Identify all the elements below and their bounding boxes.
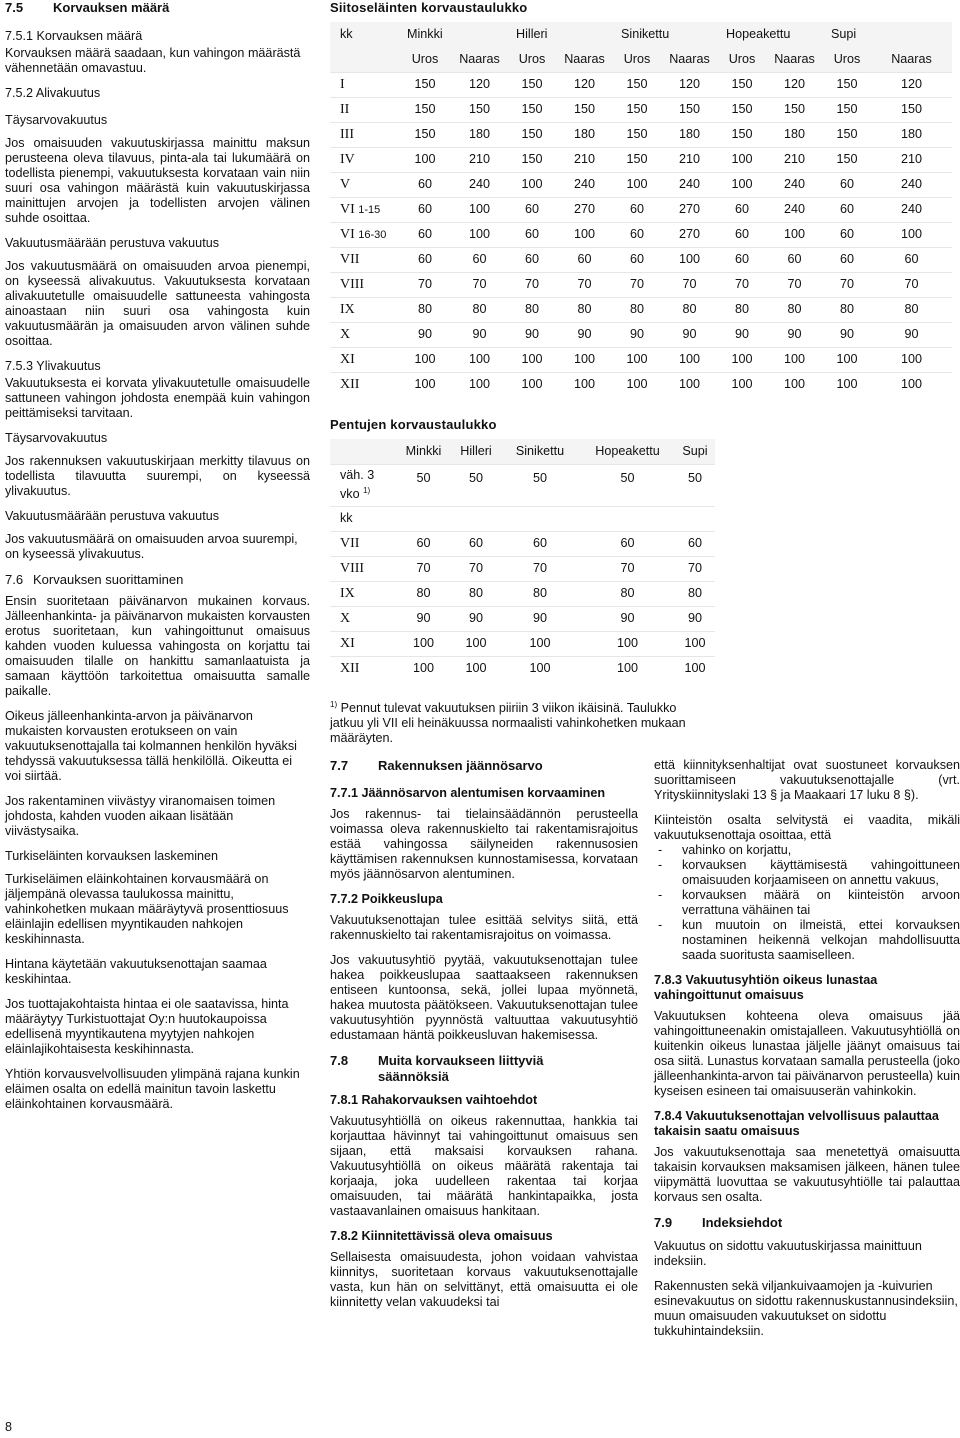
- siitos-value: 120: [766, 72, 823, 97]
- turkis-text-1: Turkiseläimen eläinkohtainen korvausmäärä on jäljempänä olevassa taulukossa mainittu, vahinkohetken mukaan määräytyvä prosenttiosuus eläinlajin edellisen myyntikauden nahkojen keskihinnasta.: [5, 872, 289, 946]
- siitos-value: 100: [508, 172, 556, 197]
- siitos-value: 150: [613, 147, 661, 172]
- siitos-value: 150: [661, 97, 718, 122]
- siitos-sex-header: Uros: [728, 51, 756, 66]
- siitos-value: 70: [871, 272, 952, 297]
- pentu-value: 50: [452, 464, 500, 506]
- pentu-header-spacer: [330, 439, 395, 464]
- siitos-value: 100: [718, 347, 766, 372]
- siitos-table-row: [330, 272, 952, 297]
- siitos-sex-header: Uros: [623, 51, 651, 66]
- siitos-value: 100: [613, 372, 661, 397]
- siitos-value: 150: [399, 72, 451, 97]
- siitos-value: 100: [661, 347, 718, 372]
- section-7-7-2-text-1: Vakuutuksenottajan tulee esittää selvitys siitä, että rakennuskielto tai rakentamisrajoitus on voimassa.: [330, 913, 638, 942]
- pentu-value: 50: [395, 464, 452, 506]
- siitos-value: 100: [823, 372, 871, 397]
- list-item: - kun muutoin on ilmeistä, ettei korvauksen nostaminen heikennä velkojan mahdollisuutta saada suoritusta saamiselleen.: [654, 918, 960, 963]
- pentu-value: 100: [580, 631, 675, 656]
- siitos-table-row: [330, 322, 952, 347]
- section-7-9-heading: 7.9 Indeksiehdot: [654, 1215, 783, 1230]
- turkis-text-2: Hintana käytetään vakuutuksenottajan saamaa keskihintaa.: [5, 957, 267, 986]
- section-7-9-text-1: Vakuutus on sidottu vakuutuskirjassa mainittuun indeksiin.: [654, 1239, 922, 1268]
- pentu-value: 90: [395, 606, 452, 631]
- siitos-value: 60: [718, 222, 766, 247]
- siitos-value: 120: [661, 72, 718, 97]
- siitos-value: 150: [823, 72, 871, 97]
- section-7-7-1-heading: 7.7.1 Jäännösarvon alentumisen korvaaminen: [330, 786, 606, 800]
- day-range-label: 1-15: [358, 203, 381, 216]
- section-7-6-text-3: Jos rakentaminen viivästyy viranomaisen toimen johdosta, kahden vuoden aikaan lisätään viivästysaika.: [5, 794, 276, 838]
- pentu-value: 70: [395, 556, 452, 581]
- siitos-value: 150: [556, 97, 613, 122]
- day-range-label: 16-30: [358, 228, 387, 241]
- siitos-table-row: [330, 172, 952, 197]
- siitos-value: 100: [823, 347, 871, 372]
- pentu-value: 100: [675, 631, 715, 656]
- vakuutusmaara-text-1: Jos vakuutusmäärä on omaisuuden arvoa pienempi, on kyseessä alivakuutus. Vakuutuksesta korvataan alivakuutetulle omaisuudelle sattuneesta vahingosta ainoastaan niin suuri osa vahingosta kuin vakuutusmäärän ja omaisuuden arvon välinen suhde osoittaa.: [5, 259, 310, 348]
- pentu-value: 100: [395, 656, 452, 681]
- siitos-value: 80: [451, 297, 508, 322]
- pentu-animal-header: Sinikettu: [515, 443, 565, 458]
- siitos-value: 180: [661, 122, 718, 147]
- month-label: VI 1-15: [330, 197, 399, 222]
- siitos-value: 80: [399, 297, 451, 322]
- siitos-value: 90: [718, 322, 766, 347]
- siitos-value: 60: [399, 247, 451, 272]
- siitos-value: 100: [451, 372, 508, 397]
- siitos-value: 100: [871, 372, 952, 397]
- siitos-value: 60: [613, 222, 661, 247]
- section-7-6-heading: 7.6 Korvauksen suorittaminen: [5, 572, 184, 587]
- siitos-value: 100: [871, 222, 952, 247]
- siitos-value: 60: [451, 247, 508, 272]
- siitos-value: 80: [661, 297, 718, 322]
- vakuutusmaara-label-2: Vakuutusmäärään perustuva vakuutus: [5, 509, 219, 523]
- siitos-value: 60: [823, 172, 871, 197]
- pentu-empty-cell: [675, 506, 715, 531]
- siitos-table-row: [330, 222, 952, 247]
- section-7-5-heading: 7.5 Korvauksen määrä: [5, 0, 170, 15]
- siitos-value: 100: [718, 147, 766, 172]
- turkis-text-4: Yhtiön korvausvelvollisuuden ylimpänä rajana kunkin eläimen osalta on edellä mainitun tavoin laskettu eläinkohtainen korvausmäärä.: [5, 1067, 300, 1111]
- section-7-8-4-heading: 7.8.4 Vakuutuksenottajan velvollisuus palauttaa takaisin saatu omaisuus: [654, 1109, 939, 1138]
- section-7-7-2-text-2: Jos vakuutusyhtiö pyytää, vakuutuksenottajan tulee hakea poikkeuslupaa saattaakseen rakennuksen entiseen kuntoonsa, sekä, jollei lupaa myönnetä, hakea muutosta päätökseen. Vakuutuksenottajan tulee vakuutusyhtiön pyynnöstä valtuuttaa vakuutusyhtiö edustamaan häntä poikkeusluvan hakemisessa.: [330, 953, 638, 1042]
- pentu-table-row: [330, 656, 715, 681]
- pentu-value: 70: [580, 556, 675, 581]
- siitos-table-row: [330, 347, 952, 372]
- siitos-value: 100: [556, 372, 613, 397]
- siitos-value: 270: [661, 197, 718, 222]
- month-label: VI 16-30: [330, 222, 399, 247]
- month-label: X: [330, 322, 399, 347]
- siitos-value: 90: [399, 322, 451, 347]
- col3-text-1: että kiinnityksenhaltijat ovat suostuneet korvauksen suorittamiseen vakuutuksenottajalle (vrt. Yrityskiinnityslaki 13 § ja Maakaari 17 luku 8 §).: [654, 758, 960, 802]
- pentu-value: 60: [500, 531, 580, 556]
- section-7-8-1-heading: 7.8.1 Rahakorvauksen vaihtoehdot: [330, 1093, 538, 1107]
- siitos-table-row: [330, 197, 952, 222]
- siitos-value: 180: [766, 122, 823, 147]
- siitos-value: 180: [871, 122, 952, 147]
- pentu-value: 90: [500, 606, 580, 631]
- pentu-kk-label: kk: [330, 506, 395, 531]
- col3-text-2: Kiinteistön osalta selvitystä ei vaadita, mikäli vakuutuksenottaja osoittaa, että: [654, 813, 960, 842]
- turkis-heading: Turkiseläinten korvauksen laskeminen: [5, 849, 219, 863]
- siitos-value: 80: [556, 297, 613, 322]
- siitos-value: 90: [451, 322, 508, 347]
- siitos-value: 90: [823, 322, 871, 347]
- siitos-value: 150: [823, 147, 871, 172]
- tables-column: [330, 0, 952, 746]
- section-7-8-4-text: Jos vakuutuksenottaja saa menetettyä omaisuutta takaisin korvauksen maksamisen jälkeen, hänen tulee viipymättä luovuttaa se vakuutusyhtiölle tai palauttaa korvaus sen osalta.: [654, 1145, 960, 1204]
- section-7-5-1-text: Korvauksen määrä saadaan, kun vahingon määrästä vähennetään omavastuu.: [5, 46, 301, 75]
- siitos-value: 90: [508, 322, 556, 347]
- siitos-value: 150: [718, 97, 766, 122]
- pentu-animal-header: Supi: [682, 443, 708, 458]
- pentu-value: 100: [395, 631, 452, 656]
- siitos-value: 150: [823, 122, 871, 147]
- pentu-value: 80: [580, 581, 675, 606]
- siitos-value: 60: [508, 247, 556, 272]
- month-label: IX: [330, 581, 395, 606]
- siitos-value: 150: [399, 122, 451, 147]
- siitos-value: 60: [556, 247, 613, 272]
- siitos-value: 210: [661, 147, 718, 172]
- siitos-table-title: Siitoseläinten korvaustaulukko: [330, 0, 528, 15]
- pentu-table-row: [330, 464, 715, 506]
- siitos-table-row: [330, 97, 952, 122]
- siitos-value: 150: [451, 97, 508, 122]
- pentu-empty-cell: [452, 506, 500, 531]
- pentu-value: 100: [580, 656, 675, 681]
- siitos-sex-header: Uros: [411, 51, 439, 66]
- vakuutusmaara-text-2: Jos vakuutusmäärä on omaisuuden arvoa suurempi, on kyseessä ylivakuutus.: [5, 532, 298, 561]
- pentu-value: 80: [675, 581, 715, 606]
- siitos-value: 100: [718, 372, 766, 397]
- siitos-value: 100: [661, 247, 718, 272]
- siitos-value: 100: [399, 372, 451, 397]
- siitos-value: 80: [766, 297, 823, 322]
- siitos-value: 150: [508, 122, 556, 147]
- month-label: II: [330, 97, 399, 122]
- siitos-value: 60: [508, 197, 556, 222]
- siitos-value: 100: [451, 197, 508, 222]
- siitos-value: 210: [556, 147, 613, 172]
- pentu-value: 60: [452, 531, 500, 556]
- siitos-value: 240: [556, 172, 613, 197]
- month-label: IX: [330, 297, 399, 322]
- siitos-sex-header: Naaras: [891, 51, 932, 66]
- siitos-value: 80: [718, 297, 766, 322]
- month-label: VII: [330, 531, 395, 556]
- siitos-value: 270: [556, 197, 613, 222]
- siitos-sex-header: Naaras: [774, 51, 815, 66]
- page-number: 8: [5, 1420, 13, 1434]
- siitos-value: 240: [451, 172, 508, 197]
- siitos-value: 70: [823, 272, 871, 297]
- pentu-table-row: [330, 581, 715, 606]
- siitos-value: 120: [451, 72, 508, 97]
- pentu-kk-row: [330, 506, 715, 531]
- pentu-value: 60: [580, 531, 675, 556]
- section-7-5-1-heading: 7.5.1 Korvauksen määrä: [5, 29, 143, 43]
- siitos-value: 100: [613, 172, 661, 197]
- section-7-7-1-text: Jos rakennus- tai tielainsäädännön perusteella voimassa oleva rakennuskielto tai rakentamisrajoitus estää vahingossa säilyneiden rakennusosien käyttämisen rakennuksen kunnostamisessa, korvataan myös jäännösarvon alentuminen.: [330, 807, 638, 881]
- right-column: [654, 758, 960, 1349]
- siitos-value: 240: [766, 172, 823, 197]
- siitos-value: 100: [766, 347, 823, 372]
- siitos-table-row: [330, 247, 952, 272]
- siitos-value: 120: [556, 72, 613, 97]
- list-item: - korvauksen määrä on kiinteistön arvoon verrattuna vähäinen tai: [654, 888, 960, 918]
- section-7-5-3-heading: 7.5.3 Ylivakuutus: [5, 359, 101, 373]
- siitos-value: 150: [613, 97, 661, 122]
- siitos-value: 60: [508, 222, 556, 247]
- siitos-value: 150: [399, 97, 451, 122]
- middle-column: [330, 758, 638, 1320]
- month-label: XI: [330, 347, 399, 372]
- siitos-value: 70: [766, 272, 823, 297]
- pentu-table-row: [330, 531, 715, 556]
- siitos-value: 70: [661, 272, 718, 297]
- pentu-table: [330, 439, 715, 681]
- pentu-value: 90: [675, 606, 715, 631]
- siitos-value: 100: [399, 347, 451, 372]
- siitos-sex-header: Naaras: [459, 51, 500, 66]
- siitos-value: 70: [718, 272, 766, 297]
- siitos-value: 150: [766, 97, 823, 122]
- siitos-value: 80: [508, 297, 556, 322]
- siitos-value: 80: [871, 297, 952, 322]
- siitos-table-sex-header: [330, 47, 952, 72]
- siitos-value: 210: [871, 147, 952, 172]
- siitos-sex-header: Uros: [518, 51, 546, 66]
- pentu-animal-header: Minkki: [405, 443, 442, 458]
- siitos-table-animal-header: [330, 22, 952, 47]
- month-label: XI: [330, 631, 395, 656]
- siitos-value: 70: [508, 272, 556, 297]
- pentu-value: 100: [675, 656, 715, 681]
- month-label: III: [330, 122, 399, 147]
- pentu-value: 100: [500, 656, 580, 681]
- pentu-value: 100: [452, 656, 500, 681]
- siitos-value: 90: [613, 322, 661, 347]
- month-label: IV: [330, 147, 399, 172]
- section-7-8-3-heading: 7.8.3 Vakuutusyhtiön oikeus lunastaa vahingoittunut omaisuus: [654, 973, 878, 1002]
- siitos-value: 100: [451, 347, 508, 372]
- siitos-value: 150: [718, 72, 766, 97]
- siitos-value: 270: [661, 222, 718, 247]
- siitos-value: 80: [823, 297, 871, 322]
- siitos-table: [330, 22, 952, 397]
- siitos-value: 90: [871, 322, 952, 347]
- siitos-value: 100: [661, 372, 718, 397]
- siitos-value: 70: [451, 272, 508, 297]
- taysarvo-label-2: Täysarvovakuutus: [5, 431, 108, 445]
- siitos-value: 210: [766, 147, 823, 172]
- siitos-value: 150: [508, 147, 556, 172]
- siitos-value: 180: [451, 122, 508, 147]
- siitos-value: 150: [613, 72, 661, 97]
- siitos-value: 100: [508, 372, 556, 397]
- list-item: - korvauksen käyttämisestä vahingoittuneen omaisuuden korjaamiseen on annettu vakuus,: [654, 858, 960, 888]
- month-label: I: [330, 72, 399, 97]
- siitos-value: 100: [766, 372, 823, 397]
- siitos-value: 70: [399, 272, 451, 297]
- section-7-8-heading: 7.8 Muita korvaukseen liittyviä säännöksiä: [330, 1053, 544, 1084]
- siitos-table-row: [330, 372, 952, 397]
- siitos-value: 240: [871, 197, 952, 222]
- siitos-value: 60: [718, 197, 766, 222]
- siitos-value: 210: [451, 147, 508, 172]
- pentu-table-title: Pentujen korvaustaulukko: [330, 417, 497, 432]
- siitos-value: 90: [556, 322, 613, 347]
- siitos-value: 150: [508, 97, 556, 122]
- siitos-value: 60: [823, 247, 871, 272]
- pentu-animal-header: Hilleri: [460, 443, 492, 458]
- siitos-value: 150: [871, 97, 952, 122]
- siitos-animal-header: Hilleri: [516, 27, 548, 41]
- pentu-value: 80: [395, 581, 452, 606]
- pentu-value: 70: [675, 556, 715, 581]
- turkis-text-3: Jos tuottajakohtaista hintaa ei ole saatavissa, hinta määräytyy Turkistuottajat Oy:n huutokaupoissa edellisenä myyntikautena myytyjen nahkojen eläinlajikohtaisesta keskihinnasta.: [5, 997, 289, 1056]
- siitos-value: 100: [556, 347, 613, 372]
- section-7-5-2-heading: 7.5.2 Alivakuutus: [5, 86, 101, 100]
- siitos-animal-header: Supi: [831, 27, 857, 41]
- pentu-animal-header: Hopeakettu: [595, 443, 660, 458]
- siitos-value: 60: [399, 222, 451, 247]
- siitos-value: 70: [556, 272, 613, 297]
- siitos-value: 240: [871, 172, 952, 197]
- pentu-value: 60: [675, 531, 715, 556]
- siitos-header-spacer: [330, 47, 399, 72]
- siitos-value: 240: [661, 172, 718, 197]
- month-label: VIII: [330, 272, 399, 297]
- taysarvo-text-1: Jos omaisuuden vakuutuskirjassa mainittu maksun perusteena oleva tilavuus, pinta-ala tai lukumäärä on todellista pienempi, vakuutuksesta korvataan vain niin suuri osa vahingon määrästä kuin vakuutuskirjassa mainittujen arvojen ja todellisten arvojen välinen suhde osoittaa.: [5, 136, 310, 225]
- section-7-7-heading: 7.7 Rakennuksen jäännösarvo: [330, 758, 543, 773]
- month-label: VIII: [330, 556, 395, 581]
- siitos-value: 150: [613, 122, 661, 147]
- siitos-value: 150: [508, 72, 556, 97]
- pentu-table-row: [330, 631, 715, 656]
- pentu-footnote: $^{1)}$ Pennut tulevat vakuutuksen piiriin 3 viikon ikäisinä. Taulukko jatkuu yli VII eli heinäkuussa normaalisti vahinkohetken mukaan määräyten.: [330, 700, 686, 746]
- footnote-marker: 1): [363, 485, 371, 495]
- section-7-8-2-heading: 7.8.2 Kiinnitettävissä oleva omaisuus: [330, 1229, 553, 1243]
- siitos-value: 60: [613, 197, 661, 222]
- pentu-value: 70: [500, 556, 580, 581]
- section-7-5-3-text: Vakuutuksesta ei korvata ylivakuutetulle omaisuudelle sattuneen vahingon johdosta enempää kuin vahingon peittämiseksi tarvitaan.: [5, 376, 310, 420]
- pentu-table-header: [330, 439, 715, 464]
- siitos-value: 240: [766, 197, 823, 222]
- pentu-value: 60: [395, 531, 452, 556]
- siitos-value: 60: [399, 172, 451, 197]
- siitos-value: 70: [613, 272, 661, 297]
- month-label: X: [330, 606, 395, 631]
- siitos-sex-header: Naaras: [564, 51, 605, 66]
- pentu-value: 80: [500, 581, 580, 606]
- pentu-value: 90: [452, 606, 500, 631]
- month-label: XII: [330, 656, 395, 681]
- siitos-value: 100: [766, 222, 823, 247]
- siitos-value: 60: [766, 247, 823, 272]
- section-7-7-2-heading: 7.7.2 Poikkeuslupa: [330, 892, 443, 906]
- siitos-table-row: [330, 147, 952, 172]
- siitos-value: 90: [661, 322, 718, 347]
- siitos-animal-header: Minkki: [407, 27, 443, 41]
- siitos-value: 100: [556, 222, 613, 247]
- siitos-value: 90: [766, 322, 823, 347]
- section-7-6-text-2: Oikeus jälleenhankinta-arvon ja päivänarvon mukaisten korvausten erotukseen on vain vakuutuksenottajalla tai kolmannen henkilön hyväksi tehdyssä vakuutuksessa tällä henkilöllä. Oikeutta ei voi siirtää.: [5, 709, 297, 783]
- siitos-table-row: [330, 72, 952, 97]
- section-7-8-3-text: Vakuutuksen kohteena oleva omaisuus jää vahingoittuneenakin omistajalleen. Vakuutusyhtiöllä on kuitenkin oikeus lunastaa jäljelle jäänyt omaisuus tai osa siitä. Lunastus korvataan samalla perusteella (joko jälleenhankinta-arvon tai päivänarvon perusteella) kuin kyseisen esineen tai omaisuuserän vahinkokin.: [654, 1009, 960, 1098]
- section-7-8-1-text: Vakuutusyhtiöllä on oikeus rakennuttaa, hankkia tai korjauttaa hävinnyt tai vahingoittunut omaisuus sen sijaan, että maksaisi korvauksen rahana. Vakuutusyhtiöllä on oikeus määrätä rakentaja tai korjaaja, joka uudelleen rakentaa tai korjaa omaisuuden, tai määrätä hankintapaikka, josta vastaavanlainen omaisuus hankitaan.: [330, 1114, 638, 1218]
- siitos-value: 120: [871, 72, 952, 97]
- siitos-table-row: [330, 297, 952, 322]
- taysarvo-text-2: Jos rakennuksen vakuutuskirjaan merkitty tilavuus on todellista tilavuutta suurempi, on kyseessä ylivakuutus.: [5, 454, 310, 498]
- pentu-value: 100: [452, 631, 500, 656]
- pentu-value: 90: [580, 606, 675, 631]
- month-label: VII: [330, 247, 399, 272]
- siitos-value: 100: [508, 347, 556, 372]
- section-7-9-text-2: Rakennusten sekä viljankuivaamojen ja -kuivurien esinevakuutus on sidottu rakennuskustannusindeksiin, muun omaisuuden vakuutukset on sidottu tukkuhintaindeksiin.: [654, 1279, 958, 1338]
- siitos-value: 180: [556, 122, 613, 147]
- pentu-value: 50: [675, 464, 715, 506]
- pentu-value: 80: [452, 581, 500, 606]
- left-column: [5, 0, 310, 1122]
- section-7-6-text-1: Ensin suoritetaan päivänarvon mukainen korvaus. Jälleenhankinta- ja päivänarvon mukaisten korvausten erotus suoritetaan, kun vahingoittunut omaisuus kahden vuoden kuluessa vahingosta on korjattu tai omaisuuden tilalle on hankittu samanlaatuista ja samaan käyttöön tarkoitettua omaisuutta samalle paikalle.: [5, 594, 310, 698]
- pentu-empty-cell: [500, 506, 580, 531]
- siitos-value: 100: [613, 347, 661, 372]
- siitos-value: 60: [871, 247, 952, 272]
- vakuutusmaara-label-1: Vakuutusmäärään perustuva vakuutus: [5, 236, 219, 250]
- siitos-value: 100: [871, 347, 952, 372]
- pentu-table-row: [330, 556, 715, 581]
- siitos-value: 150: [718, 122, 766, 147]
- section-7-8-2-text: Sellaisesta omaisuudesta, johon voidaan vahvistaa kiinnitys, suoritetaan korvaus vakuutuksenottajalle vasta, kun hän on selvittänyt, että omaisuutta ei ole kiinnitetty velan vakuudeksi tai: [330, 1250, 638, 1309]
- pentu-value: 50: [580, 464, 675, 506]
- siitos-value: 60: [823, 222, 871, 247]
- siitos-value: 100: [399, 147, 451, 172]
- siitos-value: 60: [613, 247, 661, 272]
- siitos-sex-header: Naaras: [669, 51, 710, 66]
- list-item: - vahinko on korjattu,: [654, 843, 960, 858]
- siitos-value: 150: [823, 97, 871, 122]
- siitos-value: 60: [399, 197, 451, 222]
- siitos-value: 60: [823, 197, 871, 222]
- month-label: XII: [330, 372, 399, 397]
- month-label: V: [330, 172, 399, 197]
- siitos-table-row: [330, 122, 952, 147]
- pentu-value: 70: [452, 556, 500, 581]
- siitos-corner-label: kk: [340, 27, 353, 41]
- taysarvo-label-1: Täysarvovakuutus: [5, 113, 108, 127]
- siitos-animal-header: Sinikettu: [621, 27, 670, 41]
- siitos-value: 80: [613, 297, 661, 322]
- pentu-value: 100: [500, 631, 580, 656]
- pentu-empty-cell: [580, 506, 675, 531]
- pentu-empty-cell: [395, 506, 452, 531]
- pentu-age-label: väh. 3 vko $^{1)}$: [330, 464, 395, 506]
- siitos-value: 100: [451, 222, 508, 247]
- pentu-table-row: [330, 606, 715, 631]
- siitos-sex-header: Uros: [833, 51, 861, 66]
- siitos-value: 100: [718, 172, 766, 197]
- siitos-animal-header: Hopeakettu: [726, 27, 791, 41]
- pentu-value: 50: [500, 464, 580, 506]
- siitos-value: 60: [718, 247, 766, 272]
- col3-bullet-list: [654, 843, 960, 963]
